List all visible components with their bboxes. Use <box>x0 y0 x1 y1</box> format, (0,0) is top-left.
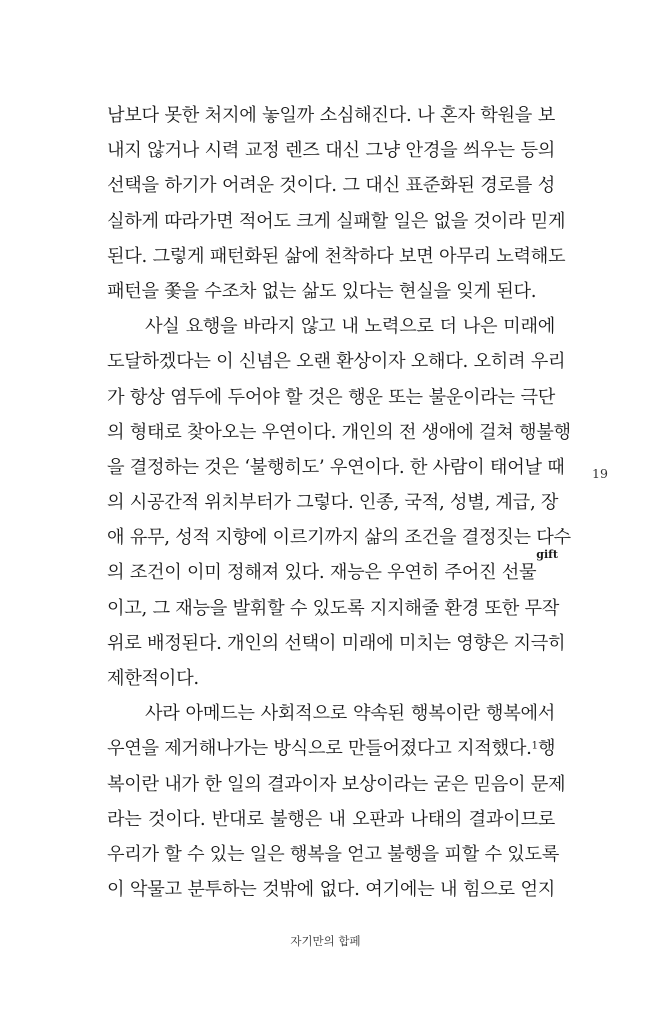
text-line: 을 결정하는 것은 ‘불행히도’ 우연이다. 한 사람이 태어날 때 <box>107 456 565 478</box>
text-line-main <box>107 731 538 766</box>
text-line: 복이란 내가 한 일의 결과이자 보상이라는 굳은 믿음이 문제 <box>107 773 566 795</box>
text-line-segment: 우연을 제거해나가는 방식으로 만들어졌다고 지적했다. <box>107 738 532 760</box>
text-line: 의 형태로 찾아오는 우연이다. 개인의 전 생애에 걸쳐 행불행 <box>107 421 571 443</box>
text-line: 우리가 할 수 있는 일은 행복을 얻고 불행을 피할 수 있도록 <box>107 843 560 865</box>
text-line <box>107 731 555 766</box>
footnote-mark: 1 <box>531 740 538 752</box>
body-text <box>107 98 571 907</box>
text-line: 패턴을 쫓을 수조차 없는 삶도 있다는 현실을 잊게 된다. <box>107 280 537 302</box>
text-line: 애 유무, 성적 지향에 이르기까지 삶의 조건을 결정짓는 다수 <box>107 527 571 549</box>
text-line: 이 악물고 분투하는 것밖에 없다. 여기에는 내 힘으로 얻지 <box>107 879 555 901</box>
text-line: 라는 것이다. 반대로 불행은 내 오판과 나태의 결과이므로 <box>107 808 555 830</box>
text-line: 가 항상 염두에 두어야 할 것은 행운 또는 불운이라는 극단 <box>107 386 555 408</box>
text-line: 실하게 따라가면 적어도 크게 실패할 일은 없을 것이라 믿게 <box>107 210 566 232</box>
text-line: 사실 요행을 바라지 않고 내 노력으로 더 나은 미래에 <box>145 316 555 338</box>
text-line: 도달하겠다는 이 신념은 오랜 환상이자 오해다. 오히려 우리 <box>107 351 566 373</box>
text-line: 선택을 하기가 어려운 것이다. 그 대신 표준화된 경로를 성 <box>107 175 555 197</box>
text-line: 이고, 그 재능을 발휘할 수 있도록 지지해줄 환경 또한 무작 <box>107 597 560 619</box>
text-line: 제한적이다. <box>107 668 199 689</box>
text-line: 남보다 못한 처지에 놓일까 소심해진다. 나 혼자 학원을 보 <box>107 105 555 126</box>
text-line: 사라 아메드는 사회적으로 약속된 행복이란 행복에서 <box>145 703 555 725</box>
gift-annotation: gift <box>536 548 558 562</box>
text-line: 위로 배정된다. 개인의 선택이 미래에 미치는 영향은 지극히 <box>107 632 566 654</box>
text-line: 된다. 그렇게 패턴화된 삶에 천착하다 보면 아무리 노력해도 <box>107 245 566 267</box>
text-line: 의 시공간적 위치부터가 그렇다. 인종, 국적, 성별, 계급, 장 <box>107 492 559 514</box>
text-line <box>107 548 558 590</box>
page-number: 19 <box>592 466 608 481</box>
text-line: 내지 않거나 시력 교정 렌즈 대신 그냥 안경을 씌우는 등의 <box>107 140 555 162</box>
text-line-main: 의 조건이 이미 정해져 있다. 재능은 우연히 주어진 선물 <box>107 562 537 584</box>
running-footer: 자기만의 합페 <box>290 934 361 948</box>
text-line-tail: 행 <box>537 738 556 760</box>
